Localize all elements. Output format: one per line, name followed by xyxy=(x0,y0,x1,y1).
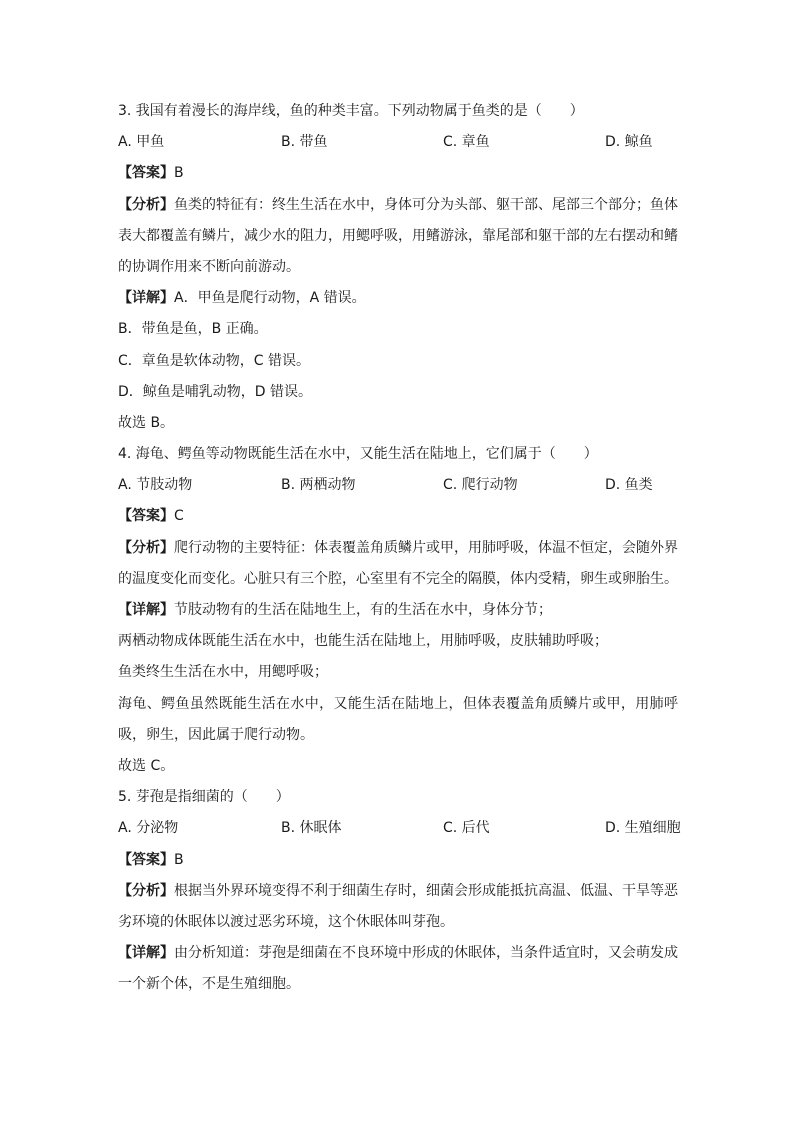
question-4-options xyxy=(118,470,678,501)
detail-line: 由分析知道：芽孢是细菌在不良环境中形成的休眠体，当条件适宜时，又会萌发成一个新个体，不是生殖细胞。 xyxy=(118,945,678,993)
question-3-option-a: A. 甲鱼 xyxy=(118,134,165,151)
question-3-option-c: C. 章鱼 xyxy=(443,134,490,151)
question-5-answer xyxy=(118,845,678,876)
answer-tag: 【答案】 xyxy=(118,165,174,182)
question-5-stem: 5. 芽孢是指细菌的（ ） xyxy=(118,789,290,806)
analysis-tag: 【分析】 xyxy=(118,196,174,213)
answer-value: C xyxy=(174,508,184,525)
question-4-analysis xyxy=(118,533,678,595)
question-4-conclusion: 故选 C。 xyxy=(118,758,175,775)
answer-tag: 【答案】 xyxy=(118,508,174,525)
question-3-detail xyxy=(118,283,678,314)
detail-line: 两栖动物成体既能生活在水中，也能生活在陆地上，用肺呼吸，皮肤辅助呼吸； xyxy=(118,633,608,650)
detail-line: D．鲸鱼是哺乳动物，D 错误。 xyxy=(118,383,313,400)
question-4-option-b: B. 两栖动物 xyxy=(281,477,356,494)
detail-line: A．甲鱼是爬行动物，A 错误。 xyxy=(174,290,366,307)
detail-line: 海龟、鳄鱼虽然既能生活在水中，又能生活在陆地上，但体表覆盖角质鳞片或甲，用肺呼吸，卵生，因此属于爬行动物。 xyxy=(118,695,678,743)
question-4-option-d: D. 鱼类 xyxy=(605,477,653,494)
question-4-answer xyxy=(118,501,678,532)
question-5-option-b: B. 休眠体 xyxy=(281,820,342,837)
detail-line: B．带鱼是鱼，B 正确。 xyxy=(118,321,268,338)
question-4-option-c: C. 爬行动物 xyxy=(443,477,518,494)
analysis-tag: 【分析】 xyxy=(118,539,174,556)
detail-tag: 【详解】 xyxy=(118,290,174,307)
question-5-options xyxy=(118,813,681,844)
question-3-stem: 3. 我国有着漫长的海岸线，鱼的种类丰富。下列动物属于鱼类的是（ ） xyxy=(118,103,584,119)
question-5-option-d: D. 生殖细胞 xyxy=(605,820,681,837)
question-5-option-a: A. 分泌物 xyxy=(118,820,179,837)
question-5-option-c: C. 后代 xyxy=(443,820,490,837)
detail-line: 鱼类终生生活在水中，用鳃呼吸； xyxy=(118,664,328,681)
detail-line: C．章鱼是软体动物，C 错误。 xyxy=(118,352,311,369)
question-5-analysis xyxy=(118,876,678,938)
question-3-conclusion: 故选 B。 xyxy=(118,414,175,431)
document-content xyxy=(118,96,681,1001)
detail-tag: 【详解】 xyxy=(118,945,174,962)
analysis-text: 鱼类的特征有：终生生活在水中，身体可分为头部、躯干部、尾部三个部分；鱼体表大都覆盖有鳞片，减少水的阻力，用鳃呼吸，用鳍游泳，靠尾部和躯干部的左右摆动和鳍的协调作用来不断向前游动。 xyxy=(118,196,678,275)
answer-value: B xyxy=(174,165,184,182)
detail-tag: 【详解】 xyxy=(118,602,174,619)
question-3-answer xyxy=(118,158,678,189)
question-4-stem: 4. 海龟、鳄鱼等动物既能生活在水中，又能生活在陆地上，它们属于（ ） xyxy=(118,446,598,463)
question-3-option-b: B. 带鱼 xyxy=(281,134,328,151)
answer-value: B xyxy=(174,851,184,868)
analysis-text: 爬行动物的主要特征：体表覆盖角质鳞片或甲，用肺呼吸，体温不恒定，会随外界的温度变化而变化。心脏只有三个腔，心室里有不完全的隔膜，体内受精，卵生或卵胎生。 xyxy=(118,539,678,587)
question-4-detail xyxy=(118,595,678,626)
question-4-option-a: A. 节肢动物 xyxy=(118,477,193,494)
question-5-detail xyxy=(118,938,678,1000)
analysis-tag: 【分析】 xyxy=(118,882,174,899)
detail-line: 节肢动物有的生活在陆地生上，有的生活在水中，身体分节； xyxy=(174,602,552,619)
answer-tag: 【答案】 xyxy=(118,851,174,868)
question-3-analysis xyxy=(118,190,678,284)
analysis-text: 根据当外界环境变得不利于细菌生存时，细菌会形成能抵抗高温、低温、干旱等恶劣环境的休眠体以渡过恶劣环境，这个休眠体叫芽孢。 xyxy=(118,882,678,930)
question-3-options xyxy=(118,127,678,158)
question-3-option-d: D. 鲸鱼 xyxy=(605,134,653,151)
